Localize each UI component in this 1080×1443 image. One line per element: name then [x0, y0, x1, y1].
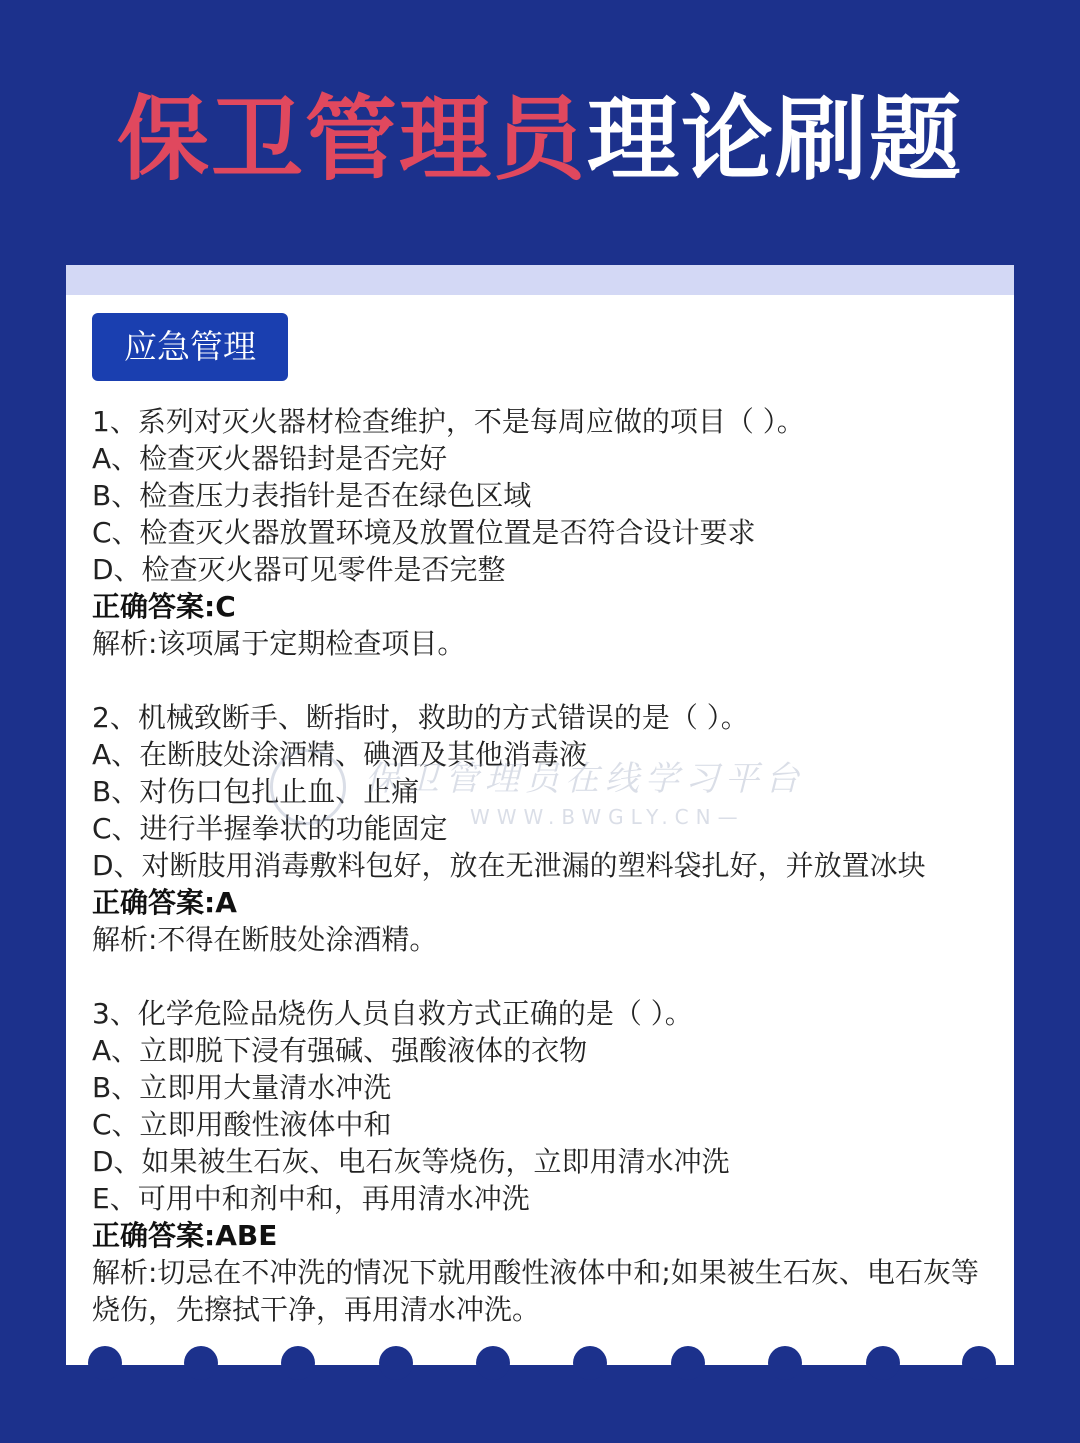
scallop-dot [573, 1346, 607, 1380]
option: B、对伤口包扎止血、止痛 [92, 775, 420, 808]
correct-answer: 正确答案:ABE [92, 1219, 278, 1252]
card-top-strip [66, 265, 1014, 295]
explanation: 解析:不得在断肢处涂酒精。 [92, 923, 438, 956]
scallop-dot [671, 1346, 705, 1380]
scallop-dot [88, 1346, 122, 1380]
scallop-dot [379, 1346, 413, 1380]
option: B、立即用大量清水冲洗 [92, 1071, 392, 1104]
question-text: 1、系列对灭火器材检查维护，不是每周应做的项目（ ）。 [92, 405, 805, 438]
scallop-dot [866, 1346, 900, 1380]
scallop-dot [476, 1346, 510, 1380]
scallop-dot [184, 1346, 218, 1380]
scallop-dot [768, 1346, 802, 1380]
option: A、立即脱下浸有强碱、强酸液体的衣物 [92, 1034, 588, 1067]
option: E、可用中和剂中和，再用清水冲洗 [92, 1182, 530, 1215]
option: D、对断肢用消毒敷料包好，放在无泄漏的塑料袋扎好，并放置冰块 [92, 849, 926, 882]
question-list [92, 403, 997, 1328]
section-tag: 应急管理 [92, 313, 288, 381]
option: A、检查灭火器铅封是否完好 [92, 442, 448, 475]
explanation: 解析:切忌在不冲洗的情况下就用酸性液体中和;如果被生石灰、电石灰等烧伤，先擦拭干净，再用清水冲洗。 [92, 1256, 979, 1326]
title-white-part: 理论刷题 [587, 86, 964, 193]
option: C、检查灭火器放置环境及放置位置是否符合设计要求 [92, 516, 756, 549]
correct-answer: 正确答案:C [92, 590, 236, 623]
watermark-url: WWW.BWGLY.CN— [470, 805, 745, 829]
option: D、检查灭火器可见零件是否完整 [92, 553, 506, 586]
scallop-dot [281, 1346, 315, 1380]
option: B、检查压力表指针是否在绿色区域 [92, 479, 532, 512]
spacer [92, 662, 997, 699]
title-red-part: 保卫管理员 [116, 86, 587, 193]
option: D、如果被生石灰、电石灰等烧伤，立即用清水冲洗 [92, 1145, 730, 1178]
correct-answer: 正确答案:A [92, 886, 237, 919]
question-text: 2、机械致断手、断指时，救助的方式错误的是（ ）。 [92, 701, 749, 734]
explanation: 解析:该项属于定期检查项目。 [92, 627, 466, 660]
option: C、进行半握拳状的功能固定 [92, 812, 448, 845]
spacer [92, 958, 997, 995]
page-title [0, 70, 1080, 210]
option: A、在断肢处涂酒精、碘酒及其他消毒液 [92, 738, 588, 771]
scallop-dot [962, 1346, 996, 1380]
option: C、立即用酸性液体中和 [92, 1108, 392, 1141]
question-text: 3、化学危险品烧伤人员自救方式正确的是（ ）。 [92, 997, 693, 1030]
question-card [66, 265, 1014, 1365]
watermark-text: 保卫管理员在线学习平台 [365, 759, 805, 799]
card-bottom-scallops [66, 1346, 1014, 1386]
